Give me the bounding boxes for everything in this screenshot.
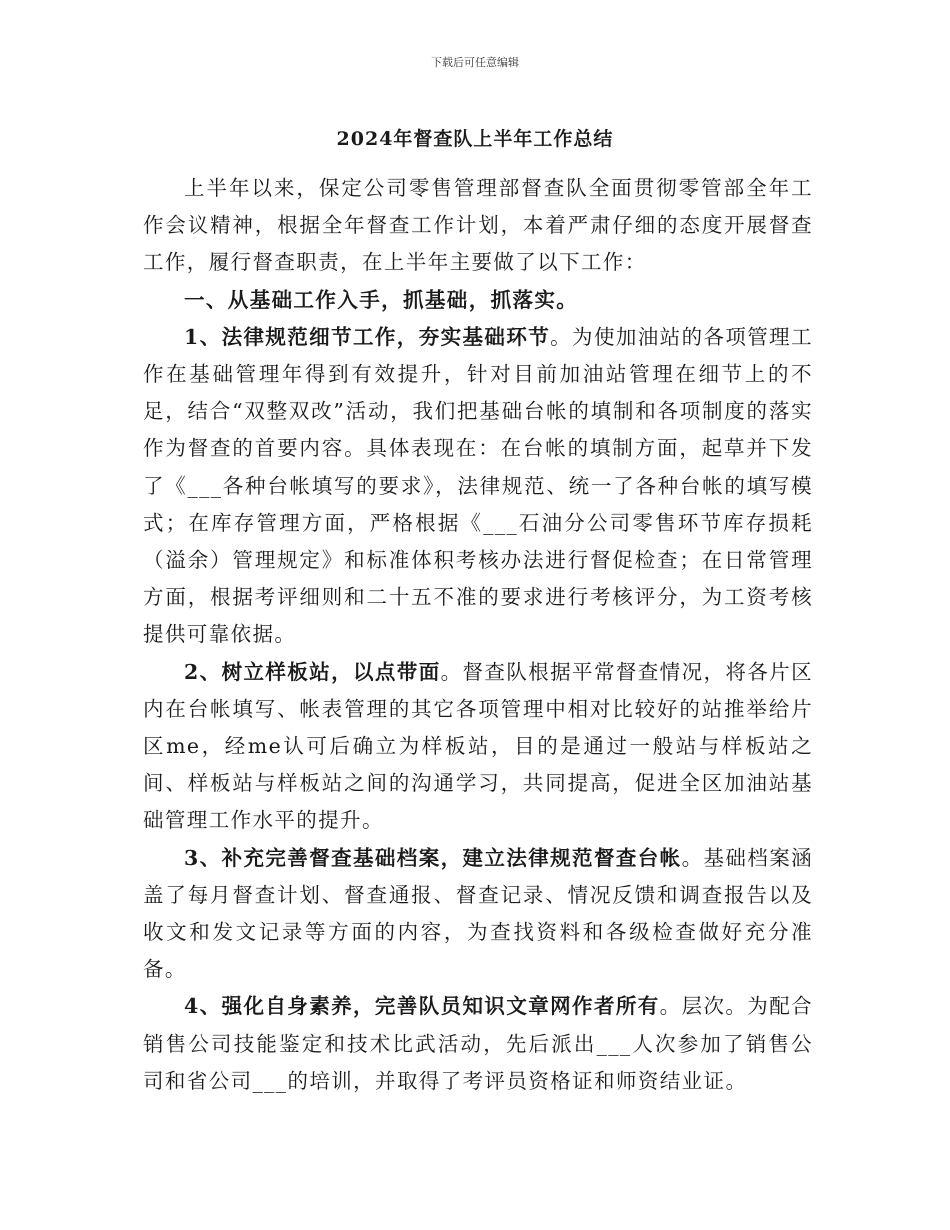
intro-paragraph: 上半年以来，保定公司零售管理部督查队全面贯彻零管部全年工作会议精神，根据全年督查工作计划，本着严肃仔细的态度开展督查工作，履行督查职责，在上半年主要做了以下工作： [143, 176, 813, 275]
section-1-heading: 一、从基础工作入手，抓基础，抓落实。 [184, 287, 579, 312]
item-1-paragraph [143, 319, 813, 654]
item-1-body: 。为使加油站的各项管理工作在基础管理年得到有效提升，针对目前加油站管理在细节上的不足，结合“双整双改”活动，我们把基础台帐的填制和各项制度的落实作为督查的首要内容。具体表现在：在台帐的填制方面，起草并下发了《___各种台帐填写的要求》，法律规范、统一了各种台帐的填写模式；在库存管理方面，严格根据《___石油分公司零售环节库存损耗（溢余）管理规定》和标准体积考核办法进行督促检查；在日常管理方面，根据考评细则和二十五不准的要求进行考核评分，为工资考核提供可靠依据。 [143, 324, 813, 647]
item-3-paragraph [143, 840, 813, 989]
item-4-heading: 4、强化自身素养，完善队员知识文章网作者所有 [184, 994, 660, 1019]
item-2-body: 。督查队根据平常督查情况，将各片区内在台帐填写、帐表管理的其它各项管理中相对比较好的站推举给片区me，经me认可后确立为样板站，目的是通过一般站与样板站之间、样板站与样板站之间的沟通学习，共同提高，促进全区加油站基础管理工作水平的提升。 [143, 659, 813, 833]
item-4-paragraph [143, 988, 813, 1100]
item-2-heading: 2、树立样板站，以点带面 [184, 659, 441, 684]
header-note: 下载后可任意编辑 [431, 56, 519, 69]
document-title: 2024年督查队上半年工作总结 [336, 128, 614, 150]
document-body [143, 170, 813, 1100]
item-3-heading: 3、补充完善督查基础档案，建立法律规范督查台帐 [184, 845, 682, 870]
item-1-heading: 1、法律规范细节工作，夯实基础环节 [184, 324, 551, 349]
item-3-body: 。基础档案涵盖了每月督查计划、督查通报、督查记录、情况反馈和调查报告以及收文和发文记录等方面的内容，为查找资料和各级检查做好充分准备。 [143, 845, 814, 982]
item-4-body: 。层次。为配合销售公司技能鉴定和技术比武活动，先后派出___人次参加了销售公司和省公司___的培训，并取得了考评员资格证和师资结业证。 [143, 994, 813, 1093]
item-2-paragraph [143, 654, 813, 840]
